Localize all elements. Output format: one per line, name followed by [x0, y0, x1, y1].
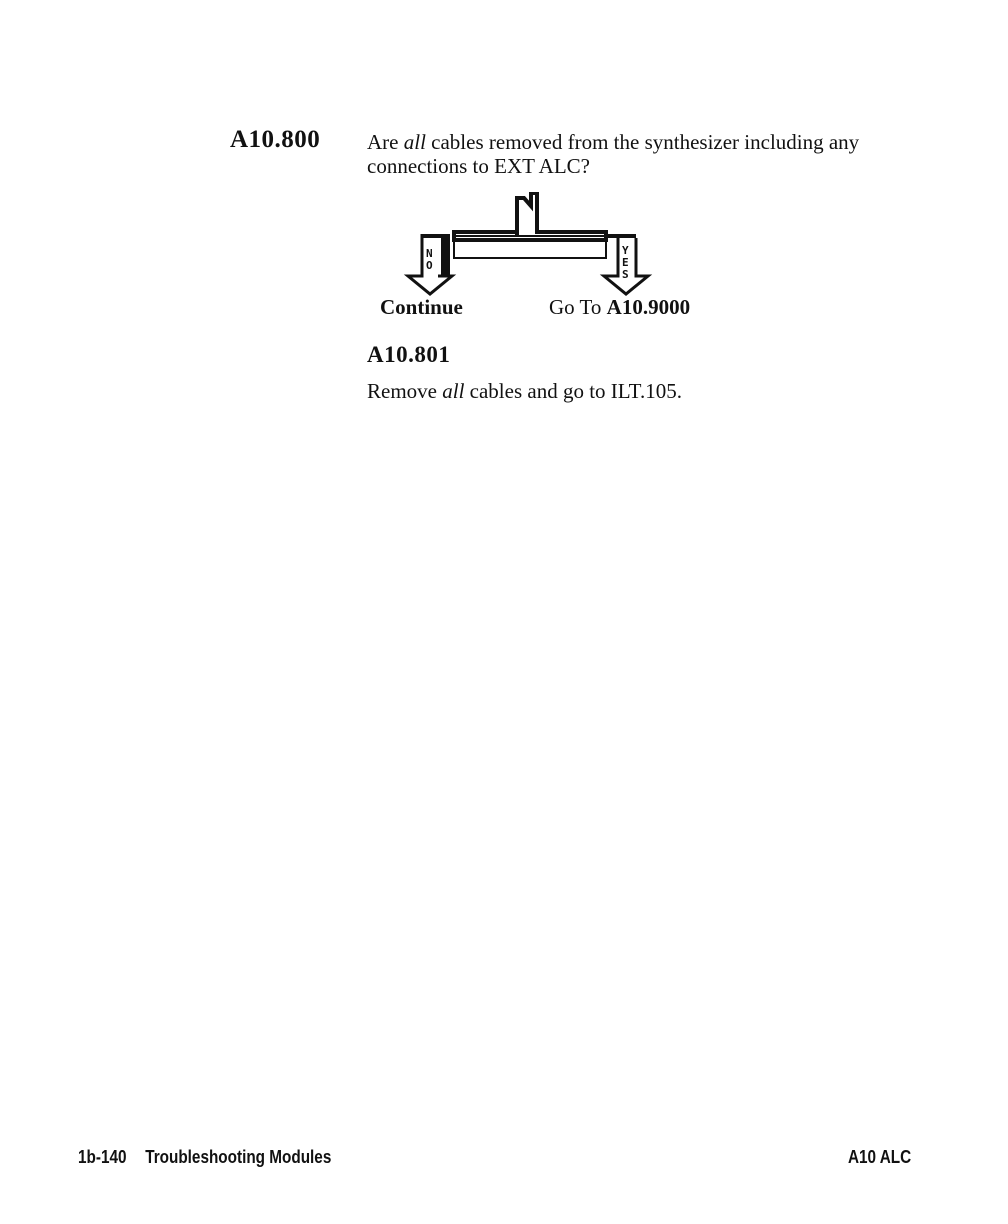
question-pre: Are	[367, 130, 404, 154]
step-id: A10.800	[230, 126, 321, 153]
module-name: A10 ALC	[848, 1147, 912, 1167]
yes-letter-3: S	[622, 268, 629, 281]
yes-branch-label	[549, 295, 690, 320]
no-letter-2: O	[426, 259, 433, 272]
no-arrow-icon	[408, 234, 452, 294]
substep-id: A10.801	[367, 342, 451, 367]
yes-arrow-icon	[604, 234, 648, 294]
no-branch-label: Continue	[380, 295, 463, 319]
decision-stem	[454, 193, 606, 240]
yes-letter-2: E	[622, 256, 629, 269]
question-text	[367, 130, 927, 178]
yes-prefix: Go To	[549, 295, 607, 319]
yes-target-link: A10.9000	[606, 295, 691, 319]
section-title: Troubleshooting Modules	[145, 1147, 332, 1167]
yes-letter-1: Y	[622, 244, 629, 257]
page-number: 1b-140	[78, 1147, 127, 1167]
substep-emphasis: all	[442, 379, 465, 403]
substep-post: cables and go to ILT.105.	[464, 379, 682, 403]
question-post: cables removed from the synthesizer including any connections to EXT ALC?	[367, 130, 860, 178]
decision-flow-diagram	[400, 192, 670, 302]
substep-text	[367, 379, 682, 404]
substep-pre: Remove	[367, 379, 443, 403]
footer-left	[78, 1147, 331, 1168]
no-letter-1: N	[426, 247, 433, 260]
question-emphasis: all	[403, 130, 426, 154]
